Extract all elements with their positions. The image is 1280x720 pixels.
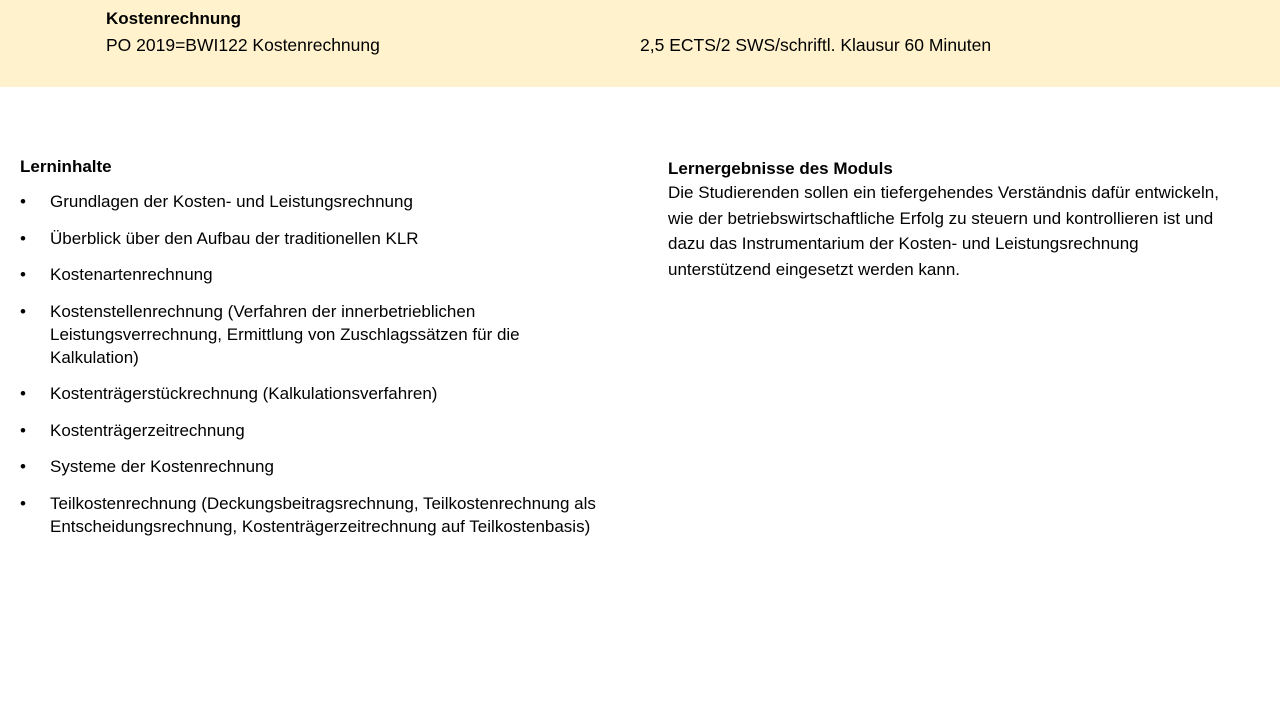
list-item <box>20 263 600 286</box>
bullet-icon: • <box>20 192 26 211</box>
list-item-text: Kostenstellenrechnung (Verfahren der innerbetrieblichen Leistungsverrechnung, Ermittlung von Zuschlagssätzen für die Kalkulation) <box>50 301 520 367</box>
list-item-text: Überblick über den Aufbau der traditionellen KLR <box>50 228 419 248</box>
bullet-icon: • <box>20 493 26 513</box>
bullet-icon: • <box>20 457 26 476</box>
header-band <box>0 0 1280 87</box>
lernergebnisse-text: Die Studierenden sollen ein tiefergehendes Verständnis dafür entwickeln, wie der betriebswirtschaftliche Erfolg zu steuern und kontrollieren ist und dazu das Instrumentarium der Kosten- und Leistungsrechnung unterstützend eingesetzt werden kann. <box>668 183 1219 279</box>
bullet-icon: • <box>20 301 26 321</box>
module-code: PO 2019=BWI122 Kostenrechnung <box>106 35 380 55</box>
list-item <box>20 455 600 478</box>
list-item-text: Kostenträgerzeitrechnung <box>50 420 245 440</box>
lernergebnisse-section <box>668 158 1243 282</box>
list-item <box>20 300 600 369</box>
list-item-text: Kostenartenrechnung <box>50 265 213 284</box>
lerninhalte-heading: Lerninhalte <box>20 157 112 176</box>
bullet-icon: • <box>20 265 26 284</box>
lerninhalte-list <box>20 190 600 538</box>
bullet-icon: • <box>20 384 26 403</box>
lerninhalte-section <box>20 156 600 551</box>
list-item <box>20 190 600 213</box>
list-item-text: Systeme der Kostenrechnung <box>50 457 274 476</box>
list-item <box>20 492 600 538</box>
list-item <box>20 382 600 405</box>
list-item-text: Teilkostenrechnung (Deckungsbeitragsrechnung, Teilkostenrechnung als Entscheidungsrechnung, Kostenträgerzeitrechnung auf Teilkostenbasis) <box>50 493 596 536</box>
bullet-icon: • <box>20 420 26 440</box>
list-item-text: Grundlagen der Kosten- und Leistungsrechnung <box>50 192 413 211</box>
module-meta: 2,5 ECTS/2 SWS/schriftl. Klausur 60 Minuten <box>640 35 992 55</box>
list-item-text: Kostenträgerstückrechnung (Kalkulationsverfahren) <box>50 384 438 403</box>
lernergebnisse-heading: Lernergebnisse des Moduls <box>668 159 893 178</box>
bullet-icon: • <box>20 228 26 248</box>
module-title: Kostenrechnung <box>106 9 242 28</box>
list-item <box>20 419 600 442</box>
list-item <box>20 227 600 250</box>
